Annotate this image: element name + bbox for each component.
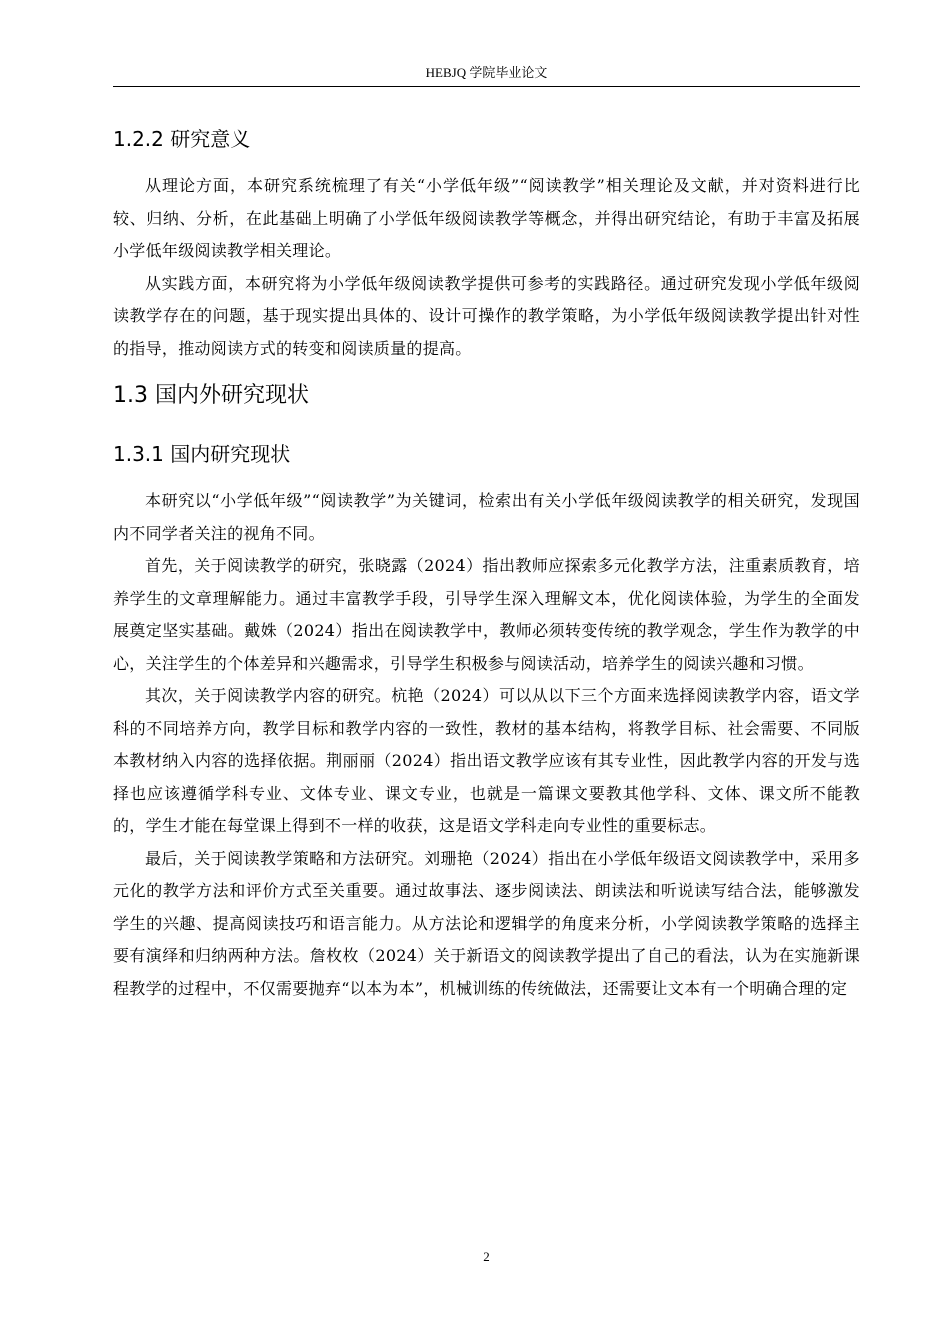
paragraph-theory: 从理论方面，本研究系统梳理了有关“小学低年级”“阅读教学”相关理论及文献，并对资料进行比较、归纳、分析，在此基础上明确了小学低年级阅读教学等概念，并得出研究结论，有助于丰富及拓展小学低年级阅读教学相关理论。 — [113, 176, 860, 260]
paragraph-last: 最后，关于阅读教学策略和方法研究。刘珊艳（2024）指出在小学低年级语文阅读教学中，采用多元化的教学方法和评价方式至关重要。通过故事法、逐步阅读法、朗读法和听说读写结合法，能够激发学生的兴趣、提高阅读技巧和语言能力。从方法论和逻辑学的角度来分析，小学阅读教学策略的选择主要有演绎和归纳两种方法。詹枚枚（2024）关于新语文的阅读教学提出了自己的看法，认为在实施新课程教学的过程中，不仅需要抛弃“以本为本”，机械训练的传统做法，还需要让文本有一个明确合理的定 — [113, 848, 860, 998]
paragraph-second: 其次，关于阅读教学内容的研究。杭艳（2024）可以从以下三个方面来选择阅读教学内容，语文学科的不同培养方向，教学目标和教学内容的一致性，教材的基本结构，将教学目标、社会需要、不同版本教材纳入内容的选择依据。荆丽丽（2024）指出语文教学应该有其专业性，因此教学内容的开发与选择也应该遵循学科专业、文体专业、课文专业，也就是一篇课文要教其他学科、文体、课文所不能教的，学生才能在每堂课上得到不一样的收获，这是语文学科走向专业性的重要标志。 — [113, 686, 860, 835]
section-heading-1-2-2: 1.2.2 研究意义 — [113, 127, 251, 151]
paragraph-practice: 从实践方面，本研究将为小学低年级阅读教学提供可参考的实践路径。通过研究发现小学低年级阅读教学存在的问题，基于现实提出具体的、设计可操作的教学策略，为小学低年级阅读教学提出针对性的指导，推动阅读方式的转变和阅读质量的提高。 — [113, 273, 860, 358]
page-content — [113, 116, 860, 1005]
paragraph-intro: 本研究以“小学低年级”“阅读教学”为关键词，检索出有关小学低年级阅读教学的相关研究，发现国内不同学者关注的视角不同。 — [113, 491, 860, 543]
paragraph-first: 首先，关于阅读教学的研究，张晓露（2024）指出教师应探索多元化教学方法，注重素质教育，培养学生的文章理解能力。通过丰富教学手段，引导学生深入理解文本，优化阅读体验，为学生的全面发展奠定坚实基础。戴姝（2024）指出在阅读教学中，教师必须转变传统的教学观念，学生作为教学的中心，关注学生的个体差异和兴趣需求，引导学生积极参与阅读活动，培养学生的阅读兴趣和习惯。 — [113, 556, 860, 673]
section-heading-1-3-1: 1.3.1 国内研究现状 — [113, 442, 291, 466]
header-rule — [113, 86, 860, 87]
page-number: 2 — [483, 1249, 490, 1264]
page-header: HEBJQ 学院毕业论文 — [425, 65, 548, 80]
section-heading-1-3: 1.3 国内外研究现状 — [113, 383, 309, 408]
